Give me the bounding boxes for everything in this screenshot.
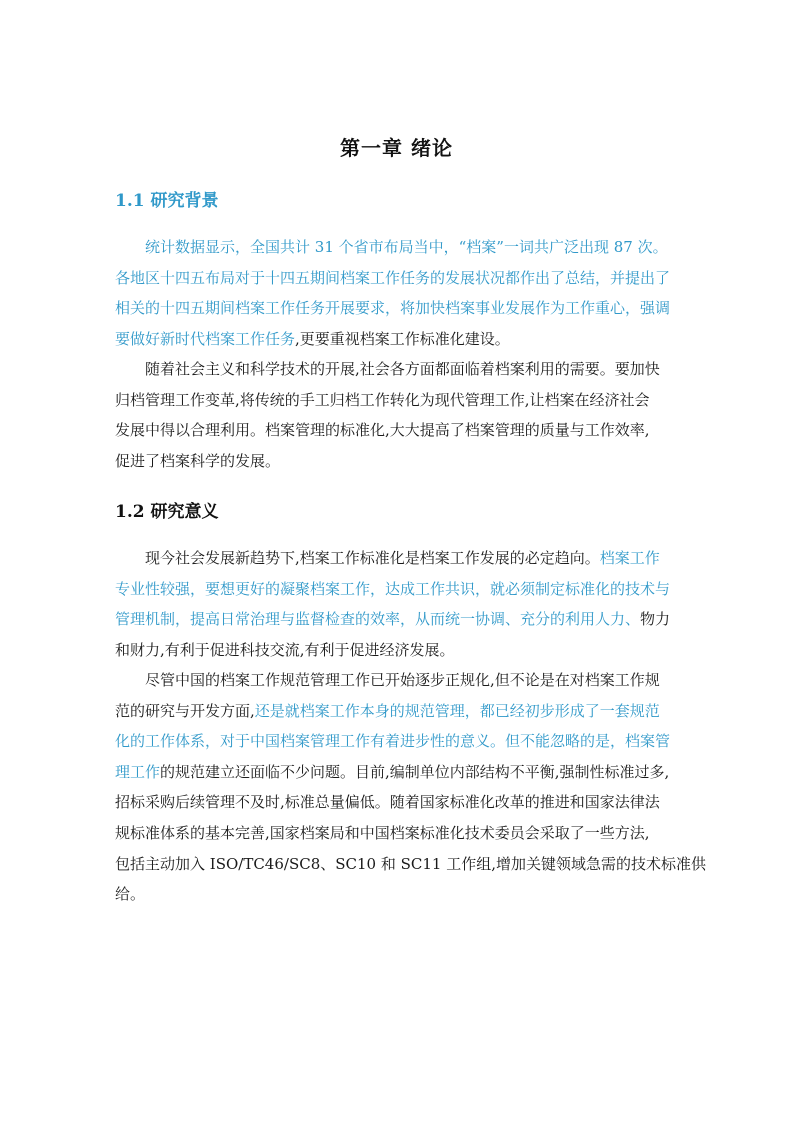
highlighted-text: 还是就档案工作本身的规范管理，都已经初步形成了一套规范 bbox=[254, 701, 660, 720]
body-text: 发展中得以合理利用。档案管理的标准化,大大提高了档案管理的质量与工作效率, bbox=[115, 421, 650, 440]
text-line bbox=[115, 726, 695, 757]
body-text: 给。 bbox=[115, 885, 146, 904]
paragraph bbox=[115, 354, 695, 476]
section-heading-significance: 1.2 研究意义 bbox=[115, 502, 219, 522]
body-text: 尽管中国的档案工作规范管理工作已开始逐步正规化,但不论是在对档案工作规 bbox=[145, 671, 660, 689]
highlighted-text: 理工作 bbox=[115, 762, 161, 781]
text-line bbox=[115, 293, 695, 324]
text-line bbox=[115, 696, 695, 727]
text-line bbox=[115, 757, 695, 788]
text-line bbox=[115, 354, 695, 385]
text-line bbox=[115, 787, 695, 818]
body-text: 促进了档案科学的发展。 bbox=[115, 451, 281, 470]
text-line bbox=[115, 604, 695, 635]
text-line bbox=[115, 665, 695, 696]
highlighted-text: 要做好新时代档案工作任务 bbox=[115, 329, 296, 348]
body-text: 包括主动加入 ISO/TC46/SC8、SC10 和 SC11 工作组,增加关键领域急需的技术标准供 bbox=[115, 854, 706, 873]
text-line bbox=[115, 385, 695, 416]
body-text: 招标采购后续管理不及时,标准总量偏低。随着国家标准化改革的推进和国家法律法 bbox=[115, 793, 660, 812]
text-line bbox=[115, 849, 706, 880]
highlighted-text: 各地区十四五布局对于十四五期间档案工作任务的发展状况都作出了总结，并提出了 bbox=[115, 268, 671, 287]
body-text: 规标准体系的基本完善,国家档案局和中国档案标准化技术委员会采取了一些方法, bbox=[115, 823, 650, 842]
body-text: 范的研究与开发方面, bbox=[115, 701, 255, 720]
text-line bbox=[115, 232, 695, 263]
highlighted-text: 相关的十四五期间档案工作任务开展要求，将加快档案事业发展作为工作重心，强调 bbox=[115, 299, 671, 318]
highlighted-text: 管理机制，提高日常治理与监督检查的效率，从而统一协调、充分的利用人力、 bbox=[115, 610, 641, 629]
body-text: 的规范建立还面临不少问题。目前,编制单位内部结构不平衡,强制性标准过多, bbox=[160, 762, 670, 781]
text-line bbox=[115, 324, 695, 355]
body-text: 现今社会发展新趋势下,档案工作标准化是档案工作发展的必定趋向。 bbox=[145, 549, 600, 567]
paragraph bbox=[115, 543, 695, 665]
text-line bbox=[115, 818, 695, 849]
section-heading-background: 1.1 研究背景 bbox=[115, 191, 219, 211]
body-text: 物力 bbox=[640, 610, 671, 629]
body-text: 和财力,有利于促进科技交流,有利于促进经济发展。 bbox=[115, 640, 455, 659]
text-line bbox=[115, 879, 695, 910]
paragraph bbox=[115, 665, 706, 910]
text-line bbox=[115, 415, 695, 446]
text-line bbox=[115, 446, 695, 477]
text-line bbox=[115, 635, 695, 666]
highlighted-text: 统计数据显示，全国共计 31 个省市布局当中，“档案”一词共广泛出现 87 次。 bbox=[145, 238, 668, 256]
chapter-title: 第一章 绪论 bbox=[340, 136, 453, 160]
text-line bbox=[115, 543, 695, 574]
body-text: 归档管理工作变革,将传统的手工归档工作转化为现代管理工作,让档案在经济社会 bbox=[115, 390, 650, 409]
text-line bbox=[115, 574, 695, 605]
paragraph bbox=[115, 232, 695, 354]
highlighted-text: 档案工作 bbox=[599, 549, 660, 567]
body-text: 随着社会主义和科学技术的开展,社会各方面都面临着档案利用的需要。要加快 bbox=[145, 360, 660, 378]
body-text: ,更要重视档案工作标准化建设。 bbox=[295, 329, 510, 348]
highlighted-text: 化的工作体系，对于中国档案管理工作有着进步性的意义。但不能忽略的是，档案管 bbox=[115, 732, 671, 751]
highlighted-text: 专业性较强，要想更好的凝聚档案工作，达成工作共识，就必须制定标准化的技术与 bbox=[115, 579, 671, 598]
text-line bbox=[115, 263, 695, 294]
